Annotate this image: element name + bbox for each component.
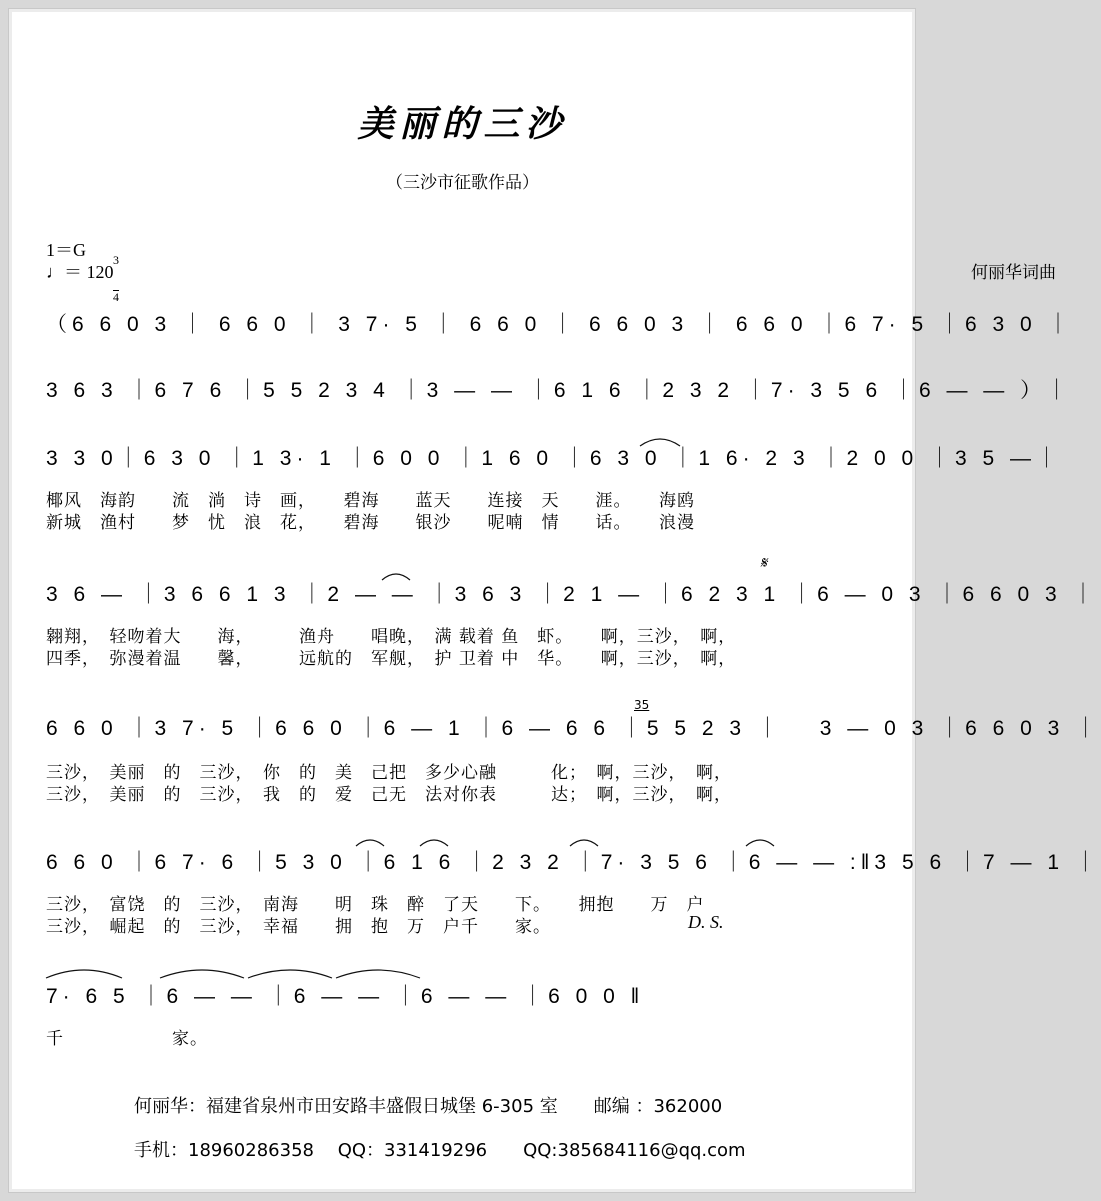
dal-segno-mark: D. S. [688,912,724,932]
footer-address: 何丽华：福建省泉州市田安路丰盛假日城堡 6-305 室 邮编 ：362000 [134,1096,723,1117]
lyrics-row-6-verse-2: 三沙， 崛起 的 三沙， 幸福 拥 抱 万 户千 家。 [46,917,551,937]
lyrics-row-5-verse-2: 三沙， 美丽 的 三沙， 我 的 爱 己无 法对你表 达； 啊，三沙， 啊， [46,785,732,805]
lyrics-row-4-verse-2: 四季， 弥漫着温 馨， 远航的 军舰， 护 卫着 中 华。 啊，三沙， 啊， [46,649,737,669]
song-subtitle: （三沙市征歌作品） [386,173,539,193]
grace-notes: 35 [634,698,650,712]
song-title: 美丽的三沙 [357,103,568,145]
notation-row-5: 6 6 0 ｜3 7· 5 ｜6 6 0 ｜6 — 1 ｜6 — 6 6 ｜5 5 2 3 ｜ 3 — 0 3 ｜6 6 0 3 ｜ [46,717,1101,740]
tempo-mark: ♩＝ 120 [46,262,114,282]
notation-row-1: （6 6 0 3 ｜ 6 6 0 ｜ 3 7· 5 ｜ 6 6 0 ｜ 6 6 0 3 ｜ 6 6 0 ｜6 7· 5 ｜6 3 0 ｜ [46,313,1074,336]
notation-row-6: 6 6 0 ｜6 7· 6 ｜5 3 0 ｜6 1 6 ｜2 3 2 ｜7· 3 5 6 ｜6 — — :‖3 5 6 ｜7 — 1 ｜ [46,851,1101,874]
time-sig-bottom: 4 [113,290,119,304]
notation-row-2: 3 6 3 ｜6 7 6 ｜5 5 2 3 4 ｜3 — — ｜6 1 6 ｜2 3 2 ｜7· 3 5 6 ｜6 — — ）｜ [46,379,1073,402]
lyrics-row-5-verse-1: 三沙， 美丽 的 三沙， 你 的 美 己把 多少心融 化； 啊，三沙， 啊， [46,763,732,783]
lyrics-row-6-verse-1: 三沙， 富饶 的 三沙， 南海 明 珠 醉 了天 下。 拥抱 万 户 [46,895,705,915]
notation-row-3: 3 3 0｜6 3 0 ｜1 3· 1 ｜6 0 0 ｜1 6 0 ｜6 3 0 ｜1 6· 2 3 ｜2 0 0 ｜3 5 —｜ [46,447,1063,470]
lyrics-row-4-verse-1: 翱翔， 轻吻着大 海， 渔舟 唱晚， 满 载着 鱼 虾。 啊，三沙， 啊， [46,627,737,647]
segno-sign: 𝄋 [760,555,767,572]
time-sig-top: 3 [113,253,119,267]
lyrics-row-3-verse-2: 新城 渔村 梦 忧 浪 花， 碧海 银沙 呢喃 情 话。 浪漫 [46,513,695,533]
composer-credit: 何丽华词曲 [971,263,1056,283]
lyrics-row-3-verse-1: 椰风 海韵 流 淌 诗 画， 碧海 蓝天 连接 天 涯。 海鸥 [46,491,695,511]
lyrics-row-7: 千 家。 [46,1029,208,1049]
notation-row-4: 3 6 — ｜3 6 6 1 3 ｜2 — — ｜3 6 3 ｜2 1 — ｜6 2 3 1 ｜6 — 0 3 ｜6 6 0 3 ｜ [46,583,1099,606]
key-signature: 1＝G [46,240,86,260]
notation-row-7: 7· 6 5 ｜6 — — ｜6 — — ｜6 — — ｜6 0 0 ‖ [46,985,645,1008]
footer-contact: 手机：18960286358 QQ：331419296 QQ:385684116@qq.com [134,1140,746,1161]
